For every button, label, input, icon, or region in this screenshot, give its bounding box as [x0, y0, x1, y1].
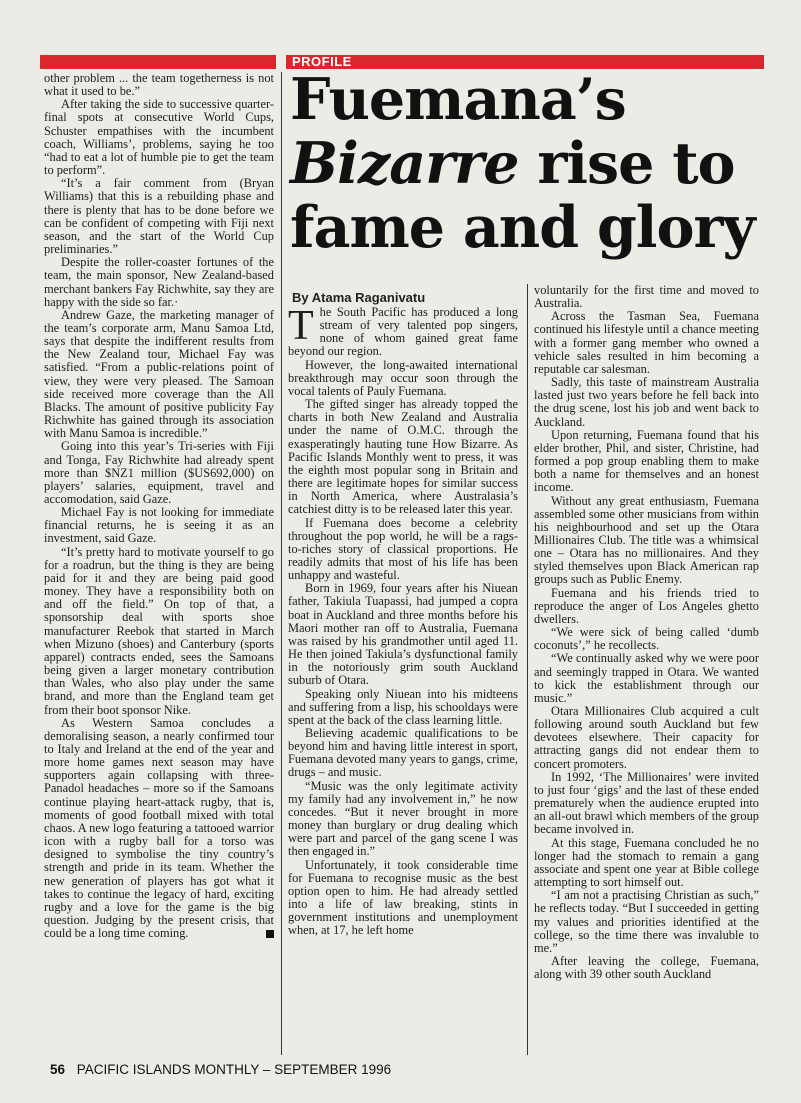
right-para: Otara Millionaires Club acquired a cult following around south Auckland but few devotees elsewhere. Their capacity for attracting gangs did not endear them to concert promoters.	[534, 704, 759, 771]
right-para: In 1992, ‘The Millionaires’ were invited to just four ‘gigs’ and the last of these ended prematurely when the audience erupted into an all-out brawl which members of the group became involved in.	[534, 769, 759, 837]
section-bar-left	[40, 55, 276, 69]
left-para: other problem ... the team togetherness is not what it used to be.”	[44, 71, 274, 99]
mid-para: However, the long-awaited international breakthrough may occur soon through the vocal talents of Pauly Fuemana.	[288, 357, 518, 398]
right-para: Without any great enthusiasm, Fuemana assembled some other musicians from within his neighbourhood and set up the Otara Millionaires Club. The title was a whimsical one – Otara has no millionaires. And they styled themselves upon Black American rap groups such as Public Enemy.	[534, 493, 759, 587]
right-para: “We were sick of being called ‘dumb coconuts’,” he recollects.	[534, 625, 759, 653]
article-column-middle	[288, 303, 518, 938]
lead-paragraph-text: he South Pacific has produced a long stream of very talented pop singers, none of whom gained great fame beyond our region.	[288, 305, 518, 359]
left-para: “It’s pretty hard to motivate yourself to go for a roadrun, but the thing is they are being paid for it and they are being paid good money. They have a responsibility both on and off the field.” On top of that, a sponsorship deal with sports shoe manufacturer Reebok that started in March when Mizuno (shoes) and Canterbury (sports apparel) contracts ended, sees the Samoans being given a larger monetary contribution than Wales, who also play under the same brand, and more than the England team get from their boot sponsor Nike.	[44, 544, 274, 717]
right-para: Fuemana and his friends tried to reproduce the anger of Los Angeles ghetto dwellers.	[534, 585, 759, 626]
headline-line-2-rest: rise to	[518, 130, 735, 197]
mid-para: Speaking only Niuean into his midteens and suffering from a lisp, his schooldays were spent at the back of the class learning little.	[288, 686, 518, 727]
right-para: voluntarily for the first time and moved to Australia.	[534, 283, 759, 311]
left-para: After taking the side to successive quarter-final spots at consecutive World Cups, Schuster empathises with the incumbent coach, Williams’, problems, saying he too “had to eat a lot of humble pie to get the team to perform”.	[44, 97, 274, 178]
right-para: “We continually asked why we were poor and seemingly trapped in Otara. We wanted to kick the establishment through our music.”	[534, 651, 759, 705]
mid-para: “Music was the only legitimate activity my family had any involvement in,” he now concedes. “But it never brought in more money than burglary or drug dealing which were part and parcel of the gang scene I was then engaged in.”	[288, 778, 518, 859]
article-column-left	[44, 72, 274, 940]
column-rule-right	[527, 284, 528, 1055]
headline-line-1: Fuemana’s	[290, 66, 626, 133]
left-para: Going into this year’s Tri-series with Fiji and Tonga, Fay Richwhite had already spent more than $NZ1 million ($US692,000) on players’ salaries, equipment, travel and accomodation, said Gaze.	[44, 439, 274, 506]
mid-para: If Fuemana does become a celebrity throughout the pop world, he will be a rags-to-riches story of classical proportions. He readily admits that most of his life has been unhappy and wasteful.	[288, 515, 518, 583]
headline-line-2	[290, 132, 764, 196]
byline: By Atama Raganivatu	[292, 290, 426, 305]
section-label: PROFILE	[292, 54, 352, 69]
left-para-last	[44, 717, 274, 941]
right-para: “I am not a practising Christian as such,” he reflects today. “But I succeeded in getting my values and priorities identified at the college, so the time there was invaluble to me.”	[534, 888, 759, 955]
article-column-right	[534, 284, 759, 981]
mid-para: Believing academic qualifications to be beyond him and having little interest in sport, Fuemana devoted many years to gangs, crime, drugs – and music.	[288, 726, 518, 780]
right-para: Upon returning, Fuemana found that his elder brother, Phil, and sister, Christine, had formed a pop group enabling them to make both a name for themselves and an honest income.	[534, 427, 759, 495]
mid-para: Unfortunately, it took considerable time for Fuemana to recognise music as the best option open to him. He had already settled into a life of law breaking, stints in government institutions and unemployment when, at 17, he left home	[288, 857, 518, 938]
lead-paragraph	[288, 303, 518, 359]
drop-cap: T	[288, 303, 314, 349]
right-para: At this stage, Fuemana concluded he no longer had the stomach to remain a gang associate and spent one year at Bible college attempting to sort himself out.	[534, 835, 759, 890]
left-para: Andrew Gaze, the marketing manager of the team’s corporate arm, Manu Samoa Ltd, says that despite the indifferent results from the New Zealand tour, Michael Fay was satisfied. “From a public-relations point of view, they were very pleased. The Samoan side received more coverage than the All Blacks. The amount of positive publicity Fay Richwhite has gained through its association with Manu Samoa is incredible.”	[44, 307, 274, 441]
left-para: Despite the roller-coaster fortunes of the team, the main sponsor, New Zealand-based merchant bankers Fay Richwhite, say they are happy with the side so far.·	[44, 255, 274, 309]
page-footer	[50, 1062, 391, 1077]
headline-italic-word: Bizarre	[290, 130, 519, 197]
right-para: After leaving the college, Fuemana, along with 39 other south Auckland	[534, 953, 759, 982]
column-rule-left	[281, 72, 282, 1055]
end-of-article-mark	[266, 930, 274, 938]
mid-para: The gifted singer has already topped the charts in both New Zealand and Australia under the name of O.M.C. through the exasperatingly hauting tune How Bizarre. As Pacific Islands Monthly went to press, it was the eighth most popular song in Britain and there are legitimate hopes for similar success in North America, where Australasia’s catchiest ditty is to be released later this year.	[288, 397, 518, 517]
publication-line: PACIFIC ISLANDS MONTHLY – SEPTEMBER 1996	[76, 1062, 392, 1077]
headline	[290, 68, 764, 260]
page-number: 56	[50, 1062, 66, 1077]
left-para-last-text: As Western Samoa concludes a demoralising season, a nearly confirmed tour to Italy and Ireland at the end of the year and more home games next season may have supporters again collapsing with three-Panadol headaches – more so if the Samoans continue playing heart-attack rugby, that is, moments of good football mixed with total chaos. A new logo featuring a tattooed warrior icon with a rugby ball for a torso was designed to symbolise the tiny country’s strength and pride in its team. Whether the new generation of players has got what it takes to continue the legacy of hard, exciting rugby and a love for the game is the big question. Judging by the present crisis, that could be a long time coming.	[44, 715, 274, 941]
right-para: Sadly, this taste of mainstream Australia lasted just two years before he fell back into the drug scene, lost his job and went back to Auckland.	[534, 375, 759, 429]
mid-para: Born in 1969, four years after his Niuean father, Takiula Tuapassi, had jumped a copra boat in Auckland and three months before his Maori mother ran off to Australia, Fuemana was raised by his grandmother until aged 11. He then joined Takiula’s dysfunctional family in the notoriously grim south Auckland suburb of Otara.	[288, 581, 518, 688]
headline-line-3: fame and glory	[290, 194, 755, 261]
right-para: Across the Tasman Sea, Fuemana continued his lifestyle until a chance meeting with a former gang member who owned a vehicle sales resulted in him becoming a reputable car salesman.	[534, 309, 759, 376]
left-para: “It’s a fair comment from (Bryan Williams) that this is a rebuilding phase and there is plenty that has to be done before we can be confident of competing with Fiji next season, and the start of the World Cup preliminaries.”	[44, 176, 274, 257]
left-para: Michael Fay is not looking for immediate financial returns, he is seeing it as an investment, said Gaze.	[44, 505, 274, 546]
